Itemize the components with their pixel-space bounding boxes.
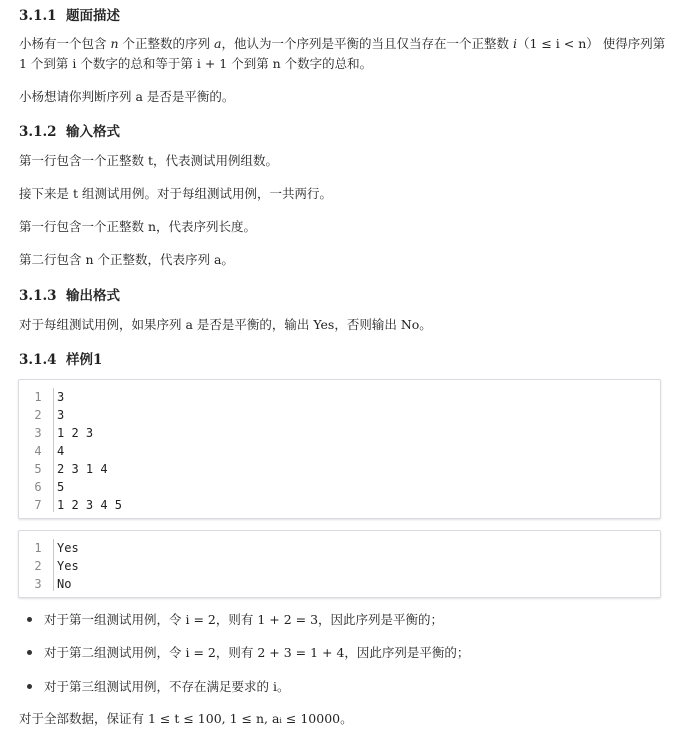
code-line-text: Yes (57, 541, 79, 555)
math-condition: （1 ≤ i < n） (516, 36, 599, 51)
line-number: 6 (34, 480, 42, 494)
code-line-text: 4 (57, 444, 65, 458)
code-line (19, 496, 123, 514)
text-segment: 个正整数的序列 (118, 36, 214, 51)
math-i: i (512, 36, 517, 51)
line-number: 1 (34, 390, 42, 404)
code-line (19, 442, 69, 460)
note-item-1: 对于第一组测试用例，令 i = 2，则有 1 + 2 = 3，因此序列是平衡的； (44, 612, 444, 627)
code-lines (19, 539, 79, 593)
section-heading-output (19, 284, 120, 304)
section-heading-input (19, 120, 120, 140)
code-line (19, 557, 79, 575)
text-segment: ，他认为一个序列是平衡的当且仅当存在一个正整数 (221, 36, 513, 51)
description-paragraph-1-line-2: 1 个到第 i 个数字的总和等于第 i + 1 个到第 n 个数字的总和。 (19, 56, 373, 71)
code-line (19, 478, 69, 496)
math-a: a (214, 36, 222, 51)
note-item-3: 对于第三组测试用例，不存在满足要求的 i。 (44, 679, 290, 694)
code-line-text: Yes (57, 559, 79, 573)
code-line (19, 424, 94, 442)
line-number: 5 (34, 462, 42, 476)
text-segment: 使得序列第 (598, 36, 666, 51)
line-number: 2 (34, 559, 42, 573)
code-line-text: No (57, 577, 72, 591)
note-item-2: 对于第二组测试用例，令 i = 2，则有 2 + 3 = 1 + 4，因此序列是平衡的； (44, 645, 470, 660)
input-paragraph-2: 接下来是 t 组测试用例。对于每组测试用例，一共两行。 (19, 186, 332, 201)
line-number: 1 (34, 541, 42, 555)
line-number: 7 (34, 498, 42, 512)
section-heading-description (19, 4, 120, 24)
section-number: 3.1.3 (19, 288, 57, 304)
code-line (19, 388, 69, 406)
input-paragraph-3: 第一行包含一个正整数 n，代表序列长度。 (19, 219, 257, 234)
code-line-text: 2 3 1 4 (57, 462, 108, 476)
bullet-dot (27, 650, 32, 655)
code-lines (19, 388, 123, 514)
section-title: 题面描述 (66, 8, 120, 24)
line-number: 3 (34, 426, 42, 440)
line-number: 3 (34, 577, 42, 591)
code-line (19, 460, 108, 478)
line-number: 4 (34, 444, 42, 458)
code-line-text: 3 (57, 390, 65, 404)
sample-output-block (18, 530, 661, 598)
output-paragraph-1: 对于每组测试用例，如果序列 a 是否是平衡的，输出 Yes，否则输出 No。 (19, 317, 432, 332)
math-n: n (110, 36, 119, 51)
section-number: 3.1.4 (19, 352, 57, 368)
code-line (19, 406, 69, 424)
constraints-paragraph: 对于全部数据，保证有 1 ≤ t ≤ 100, 1 ≤ n, aᵢ ≤ 10000。 (19, 711, 353, 726)
bullet-dot (27, 617, 32, 622)
section-title: 输出格式 (66, 288, 120, 304)
line-number: 2 (34, 408, 42, 422)
section-number: 3.1.2 (19, 124, 57, 140)
section-title: 输入格式 (66, 124, 120, 140)
section-number: 3.1.1 (19, 8, 57, 24)
code-line (19, 539, 79, 557)
input-paragraph-1: 第一行包含一个正整数 t，代表测试用例组数。 (19, 153, 278, 168)
section-heading-sample (19, 348, 102, 368)
section-title: 样例1 (66, 352, 103, 368)
input-paragraph-4: 第二行包含 n 个正整数，代表序列 a。 (19, 252, 234, 267)
code-line-text: 1 2 3 (57, 426, 94, 440)
code-line (19, 575, 72, 593)
code-line-text: 1 2 3 4 5 (57, 498, 123, 512)
sample-input-block (18, 379, 661, 519)
code-line-text: 5 (57, 480, 65, 494)
bullet-dot (27, 684, 32, 689)
code-line-text: 3 (57, 408, 65, 422)
text-segment: 小杨有一个包含 (19, 36, 111, 51)
description-paragraph-2: 小杨想请你判断序列 a 是否是平衡的。 (19, 89, 235, 104)
